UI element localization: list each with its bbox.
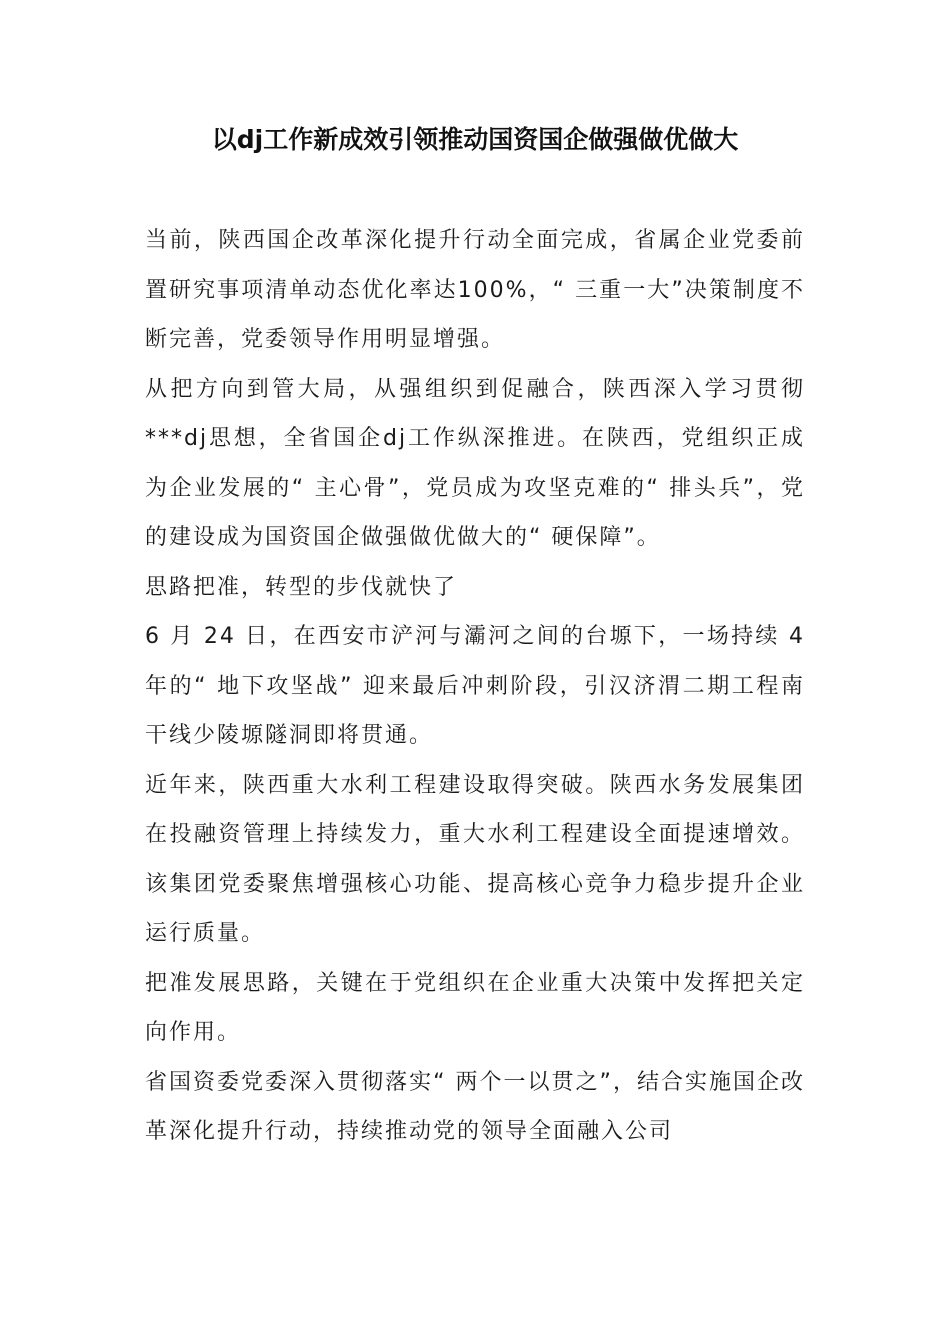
paragraph-5: 近年来，陕西重大水利工程建设取得突破。陕西水务发展集团在投融资管理上持续发力，重大水利工程建设全面提速增效。该集团党委聚焦增强核心功能、提高核心竞争力稳步提升企业运行质量。 [145, 772, 805, 946]
document-title: 以dj工作新成效引领推动国资国企做强做优做大 [211, 125, 739, 154]
document-body [145, 216, 805, 1157]
paragraph-6: 把准发展思路，关键在于党组织在企业重大决策中发挥把关定向作用。 [145, 970, 805, 1045]
paragraph-2: 从把方向到管大局，从强组织到促融合，陕西深入学习贯彻***dj思想，全省国企dj工作纵深推进。在陕西，党组织正成为企业发展的“ 主心骨”，党员成为攻坚克难的“ 排头兵”，党的建设成为国资国企做强做优做大的“ 硬保障”。 [145, 376, 805, 550]
paragraph-3-heading: 思路把准，转型的步伐就快了 [145, 574, 458, 600]
paragraph-1: 当前，陕西国企改革深化提升行动全面完成，省属企业党委前置研究事项清单动态优化率达100%，“ 三重一大”决策制度不断完善，党委领导作用明显增强。 [145, 228, 805, 352]
paragraph-7: 省国资委党委深入贯彻落实“ 两个一以贯之”，结合实施国企改革深化提升行动，持续推动党的领导全面融入公司 [145, 1069, 805, 1144]
paragraph-4: 6 月 24 日，在西安市浐河与灞河之间的台塬下，一场持续 4 年的“ 地下攻坚战” 迎来最后冲刺阶段，引汉济渭二期工程南干线少陵塬隧洞即将贯通。 [145, 624, 805, 748]
